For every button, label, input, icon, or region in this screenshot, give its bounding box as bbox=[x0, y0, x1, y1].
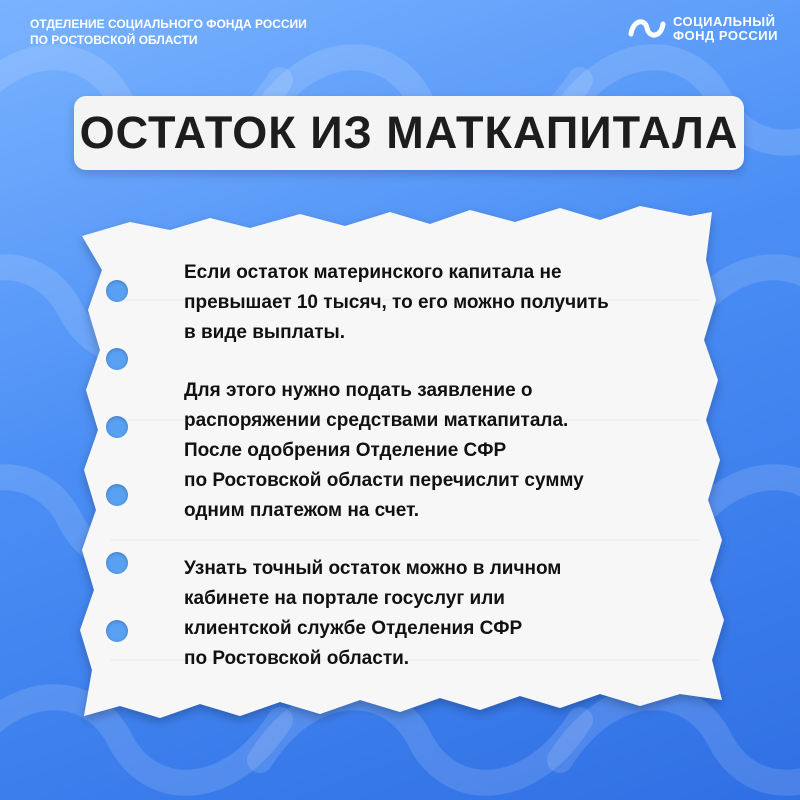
brand-name-line1: СОЦИАЛЬНЫЙ bbox=[672, 14, 776, 29]
text-line: превышает 10 тысяч, то его можно получить bbox=[184, 292, 609, 313]
paragraph-balance-check bbox=[184, 554, 704, 674]
org-name-line1: ОТДЕЛЕНИЕ СОЦИАЛЬНОГО ФОНДА РОССИИ bbox=[30, 17, 307, 31]
page-title: ОСТАТОК ИЗ МАТКАПИТАЛА bbox=[79, 107, 739, 158]
binder-hole bbox=[106, 484, 128, 506]
text-line: по Ростовской области. bbox=[184, 648, 410, 669]
text-line: распоряжении средствами маткапитала. bbox=[184, 410, 569, 431]
text-line: кабинете на портале госуслуг или bbox=[184, 588, 505, 609]
text-line: Для этого нужно подать заявление о bbox=[184, 380, 533, 401]
brand-name-line2: ФОНД РОССИИ bbox=[672, 28, 778, 43]
paragraph-application bbox=[184, 376, 704, 526]
note-text bbox=[184, 258, 704, 702]
paragraph-payout bbox=[184, 258, 704, 348]
binder-hole bbox=[106, 416, 128, 438]
text-line: по Ростовской области перечислит сумму bbox=[184, 470, 584, 491]
text-line: Узнать точный остаток можно в личном bbox=[184, 558, 562, 579]
binder-hole bbox=[106, 620, 128, 642]
binder-hole bbox=[106, 348, 128, 370]
text-line: Если остаток материнского капитала не bbox=[184, 262, 562, 283]
binder-hole bbox=[106, 280, 128, 302]
text-line: клиентской службе Отделения СФР bbox=[184, 618, 523, 639]
text-line: в виде выплаты. bbox=[184, 322, 346, 343]
org-name-line2: ПО РОСТОВСКОЙ ОБЛАСТИ bbox=[30, 33, 198, 47]
text-line: одним платежом на счет. bbox=[184, 500, 419, 521]
binder-hole bbox=[106, 552, 128, 574]
text-line: После одобрения Отделение СФР bbox=[184, 440, 507, 461]
